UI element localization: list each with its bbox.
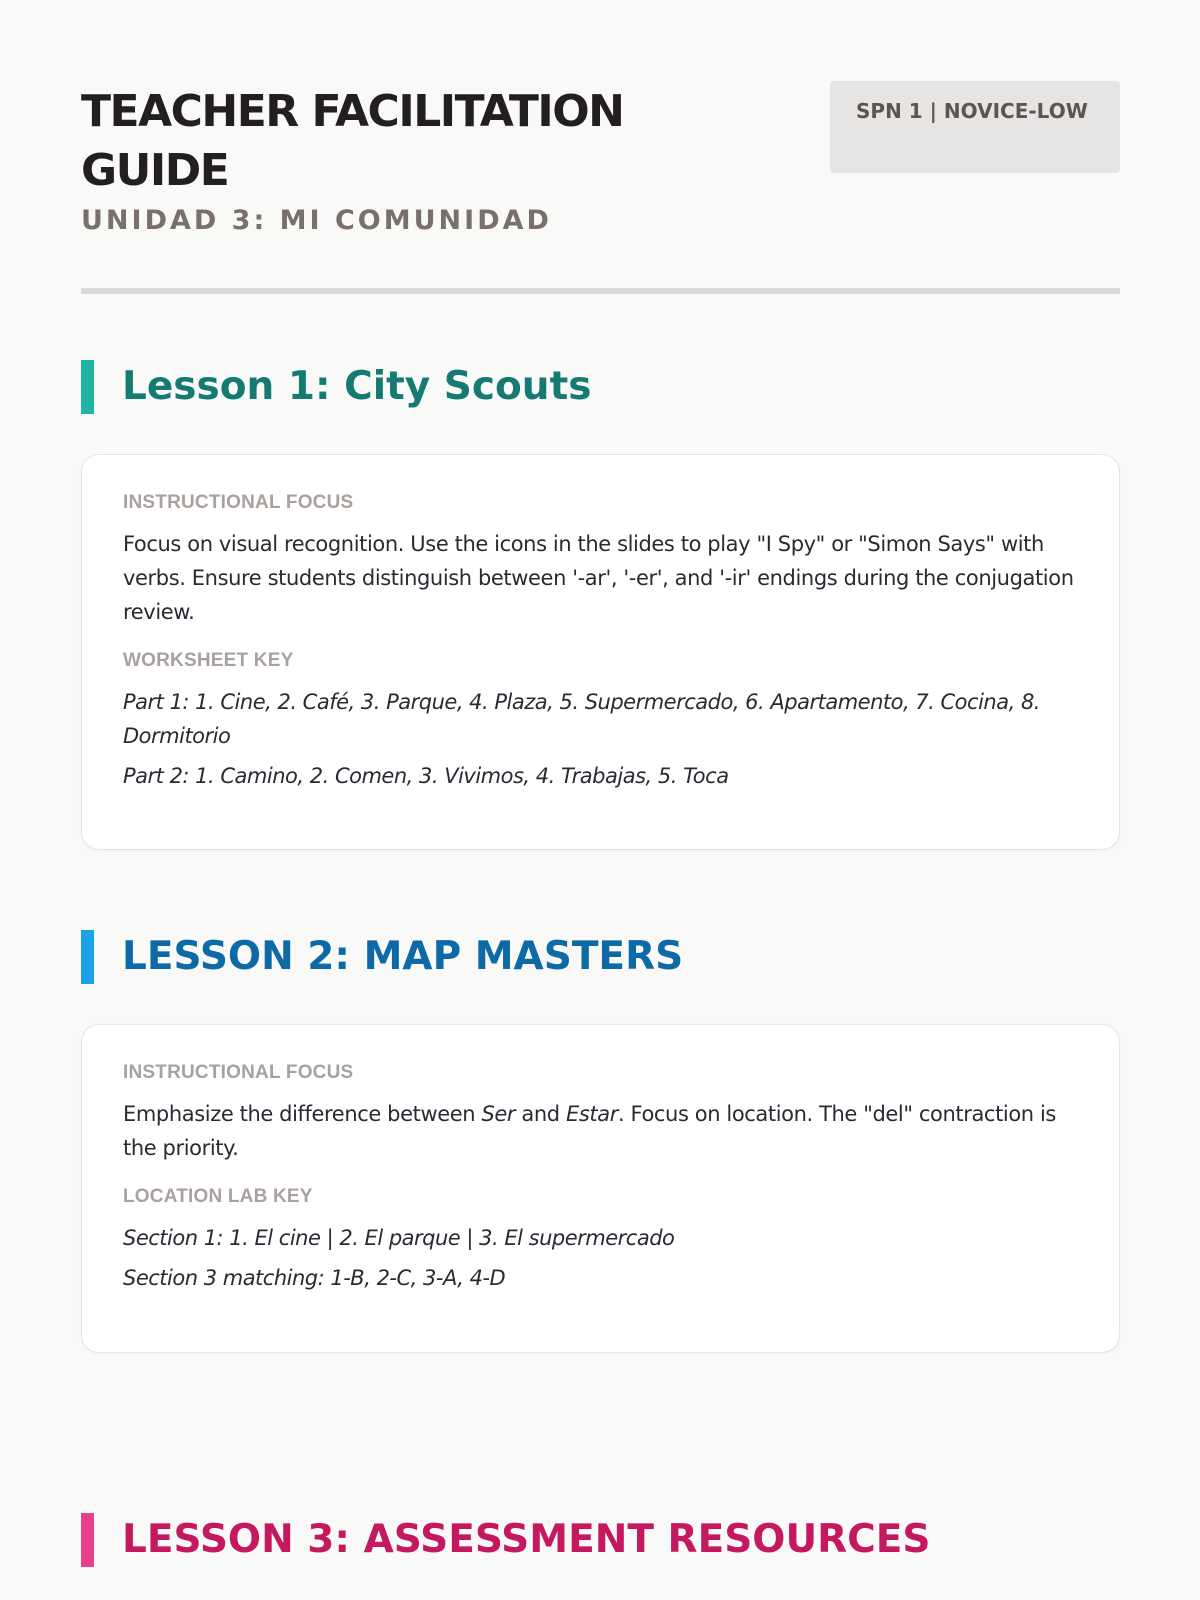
lesson-1-title: Lesson 1: City Scouts	[122, 364, 592, 409]
lesson-1-key-label: WORKSHEET KEY	[123, 650, 294, 671]
focus-text-part: . Focus on location. The "del" contraction is the priority.	[123, 1102, 1056, 1160]
lesson-3-title: LESSON 3: ASSESSMENT RESOURCES	[122, 1517, 931, 1562]
focus-term-estar: Estar	[566, 1102, 618, 1126]
lesson-3-accent-bar	[81, 1513, 94, 1567]
header-divider	[81, 288, 1120, 294]
lesson-1-heading	[81, 360, 1120, 414]
page-title: TEACHER FACILITATION GUIDE	[81, 86, 624, 196]
lesson-2-focus-label: INSTRUCTIONAL FOCUS	[123, 1062, 354, 1083]
lesson-2-card	[81, 1024, 1120, 1353]
lesson-2-accent-bar	[81, 930, 94, 984]
focus-text-part: and	[515, 1102, 567, 1126]
lesson-1-focus-text: Focus on visual recognition. Use the icons in the slides to play "I Spy" or "Simon Says" with verbs. Ensure students distinguish between '-ar', '-er', and '-ir' endings during the conjugation review.	[123, 532, 1074, 624]
lesson-2-title: LESSON 2: MAP MASTERS	[122, 934, 684, 979]
lesson-1-key-line: Part 2: 1. Camino, 2. Comen, 3. Vivimos, 4. Trabajas, 5. Toca	[123, 764, 729, 788]
lesson-1-card	[81, 454, 1120, 850]
lesson-1-focus-label: INSTRUCTIONAL FOCUS	[123, 492, 354, 513]
guide-header	[81, 80, 1120, 290]
course-level-badge: SPN 1 | NOVICE-LOW	[830, 81, 1120, 173]
lesson-2-key-label: LOCATION LAB KEY	[123, 1186, 313, 1207]
lesson-2-focus-text	[123, 1097, 1079, 1165]
focus-term-ser: Ser	[481, 1102, 516, 1126]
lesson-2-heading	[81, 930, 1120, 984]
focus-text-part: Emphasize the difference between	[123, 1102, 482, 1126]
page-subtitle: UNIDAD 3: MI COMUNIDAD	[81, 205, 552, 236]
lesson-2-key-line: Section 3 matching: 1-B, 2-C, 3-A, 4-D	[123, 1266, 506, 1290]
lesson-3-heading	[81, 1513, 1120, 1567]
lesson-1-key-line: Part 1: 1. Cine, 2. Café, 3. Parque, 4. Plaza, 5. Supermercado, 6. Apartamento, 7. Cocina, 8. Dormitorio	[123, 690, 1040, 748]
lesson-2-key-line: Section 1: 1. El cine | 2. El parque | 3. El supermercado	[123, 1226, 675, 1250]
page	[81, 0, 1120, 1600]
lesson-1-accent-bar	[81, 360, 94, 414]
